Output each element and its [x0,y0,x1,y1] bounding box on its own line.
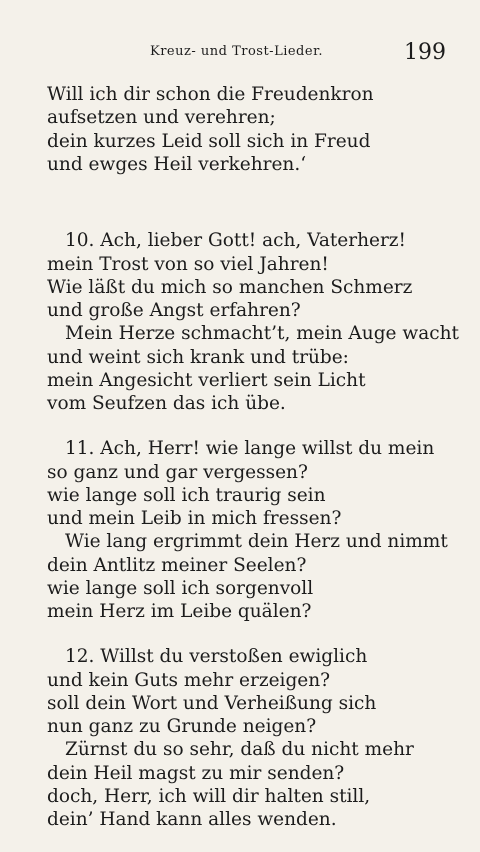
stanza-10-line-1: 10. Ach, lieber Gott! ach, Vaterherz! [65,230,406,251]
verse-line: dein Heil magst zu mir senden? [47,763,345,784]
stanza-12-line-1: 12. Willst du verstoßen ewiglich [65,646,368,667]
verse-line: so ganz und gar vergessen? [47,462,308,483]
stanza-11-line-1: 11. Ach, Herr! wie lange willst du mein [65,438,435,459]
verse-line: dein kurzes Leid soll sich in Freud [47,131,371,152]
verse-line: Wie lang ergrimmt dein Herz und nimmt [65,531,448,552]
verse-line: aufsetzen und verehren; [47,107,276,128]
page-number: 199 [404,40,446,65]
verse-line: dein Antlitz meiner Seelen? [47,555,307,576]
verse-line: Will ich dir schon die Freudenkron [47,84,374,105]
verse-line: wie lange soll ich sorgenvoll [47,578,314,599]
verse-line: wie lange soll ich traurig sein [47,485,326,506]
verse-line: Mein Herze schmacht’t, mein Auge wacht [65,323,459,344]
verse-line: nun ganz zu Grunde neigen? [47,716,317,737]
verse-line: Zürnst du so sehr, daß du nicht mehr [65,739,414,760]
running-header: Kreuz- und Trost-Lieder. [150,44,323,59]
verse-line: mein Herz im Leibe quälen? [47,601,312,622]
verse-line: doch, Herr, ich will dir halten still, [47,786,371,807]
verse-line: dein’ Hand kann alles wenden. [47,809,337,830]
verse-line: und weint sich krank und trübe: [47,347,349,368]
verse-line: mein Angesicht verliert sein Licht [47,370,366,391]
verse-line: mein Trost von so viel Jahren! [47,254,329,275]
verse-line: Wie läßt du mich so manchen Schmerz [47,277,413,298]
verse-line: und mein Leib in mich fressen? [47,508,342,529]
verse-line: und kein Guts mehr erzeigen? [47,670,331,691]
verse-line: und ewges Heil verkehren.‘ [47,154,307,175]
verse-line: soll dein Wort und Verheißung sich [47,693,377,714]
verse-line: vom Seufzen das ich übe. [47,393,286,414]
verse-line: und große Angst erfahren? [47,300,301,321]
